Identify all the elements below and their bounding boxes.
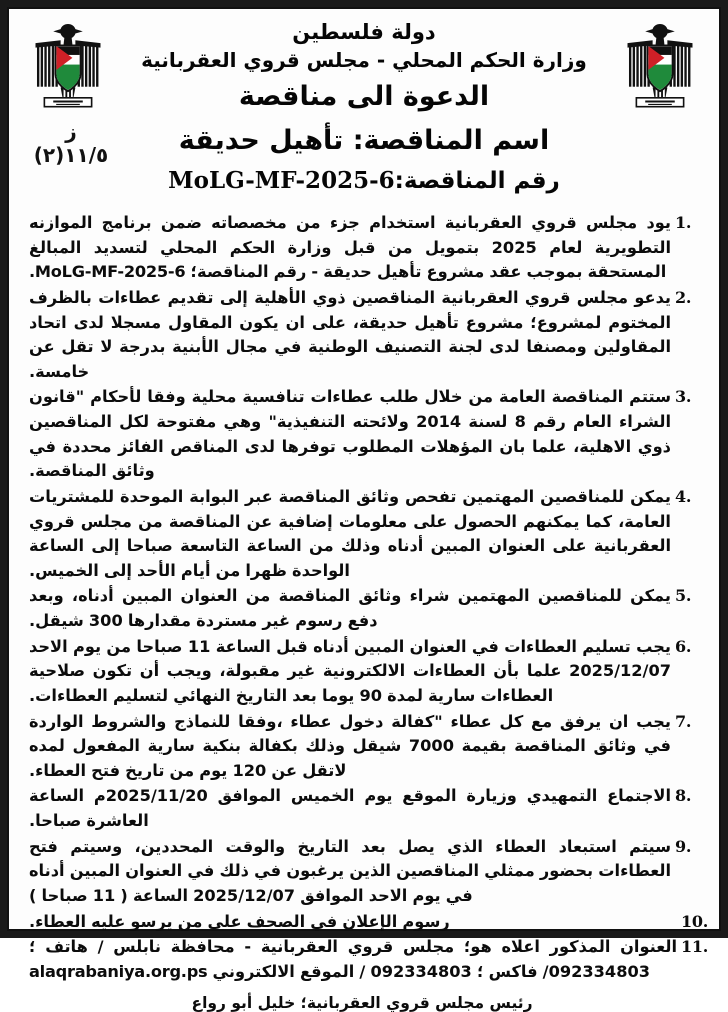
clause-item: سيتم استبعاد العطاء الذي يصل بعد التاريخ والوقت المحددين، وسيتم فتح العطاءات بحضور ممثلي المناقصين الذين يرغبون في ذلك في العنوان المبين أدناه في يوم الاحد الموافق 2025/12/07 الساعة ( 11 صباحا )	[29, 836, 671, 905]
state-name: دولة فلسطين	[292, 20, 436, 44]
clause-item: يمكن للمناقصين المهتمين تفحص وثائق المناقصة عبر البوابة الموحدة للمشتريات العامة، كما يمكنهم الحصول على معلومات إضافية عن المناقصة من مجلس قروي العقربانية على العنوان المبين أدناه وذلك من الساعة التاسعة صباحا إلى الساعة الواحدة ظهرا من أيام الأحد إلى الخميس.	[29, 486, 671, 580]
page-title: الدعوة الى مناقصة	[238, 80, 490, 112]
document-frame	[7, 7, 721, 1012]
ministry-name: وزارة الحكم المحلي - مجلس قروي العقربانية	[141, 47, 587, 72]
clause-item: يجب تسليم العطاءات في العنوان المبين أدناه قبل الساعة 11 صباحا من يوم الاحد 2025/12/07 علما بأن العطاءات الالكترونية غير مقبولة، ويجب أن تكون صلاحية العطاءات سارية لمدة 90 يوما بعد التاريخ النهائي لتسليم العطاءات.	[29, 636, 671, 705]
clause-item: يجب ان يرفق مع كل عطاء "كفالة دخول عطاء ،وفقا للنماذج والشروط الواردة في وثائق المناقصة بقيمة 7000 شيقل وذلك بكفالة بنكية سارية المفعول لمده لاتقل عن 120 يوم من تاريخ فتح العطاء.	[29, 711, 671, 780]
tender-number-value: MoLG-MF-2025-6	[168, 166, 395, 194]
clause-item: يمكن للمناقصين المهتمين شراء وثائق المناقصة من العنوان المبين أدناه، وبعد دفع رسوم غير مستردة مقدارها 300 شيقل.	[29, 586, 671, 630]
clause-item: العنوان المذكور اعلاه هو؛ مجلس قروي العقربانية - محافظة نابلس / هاتف ؛ 092334803/ فاكس ؛ 092334803 / الموقع الالكتروني alaqrabaniya.org.ps	[29, 937, 677, 981]
clause-item: الاجتماع التمهيدي وزيارة الموقع يوم الخميس الموافق 2025/11/20م الساعة العاشرة صباحا.	[29, 786, 671, 830]
title-block	[119, 19, 609, 197]
tender-number-line	[119, 166, 609, 197]
palestine-coat-of-arms-icon-right	[623, 21, 697, 117]
tender-name: اسم المناقصة: تأهيل حديقة	[178, 124, 550, 156]
clause-item: ستتم المناقصة العامة من خلال طلب عطاءات تنافسية محلية وفقا لأحكام "قانون الشراء العام رقم 8 لسنة 2014 ولائحته التنفيذية" وهي مفتوحة لكل المناقصين ذوي الاهلية، علما بان المؤهلات المطلوب توفرها لدى المناقص الفائز محددة في وثائق المناقصة.	[29, 387, 672, 481]
document-sheet	[11, 11, 717, 1012]
reference-code: ز ١١/٥(٢)	[33, 119, 109, 167]
clause-list	[23, 211, 705, 984]
clause-item: يود مجلس قروي العقربانية استخدام جزء من مخصصاته ضمن برنامج الموازنه التطويرية لعام 2025 بتمويل من قبل وزارة الحكم المحلي لتسديد المبالغ المستحقة بموجب عقد مشروع تأهيل حديقة - رقم المناقصة؛ MoLG-MF-2025-6.	[29, 213, 671, 282]
clause-item: رسوم الإعلان في الصحف على من يرسو عليه العطاء.	[29, 911, 450, 931]
palestine-coat-of-arms-icon-left	[31, 21, 105, 117]
document-header	[23, 15, 705, 211]
signature-line: رئيس مجلس قروي العقربانية؛ خليل أبو رواع	[191, 994, 533, 1012]
tender-number-label: رقم المناقصة:	[394, 167, 560, 194]
clause-item: يدعو مجلس قروي العقربانية المناقصين ذوي الأهلية إلى تقديم عطاءات بالظرف المختوم لمشروع؛ مشروع تأهيل حديقة، على ان يكون المقاول مسجلا لدى اتحاد المقاولين ومصنفا لدى لجنة التصنيف الوطنية في مجال الأبنية بدرجة لا تقل عن خامسة.	[29, 287, 671, 381]
